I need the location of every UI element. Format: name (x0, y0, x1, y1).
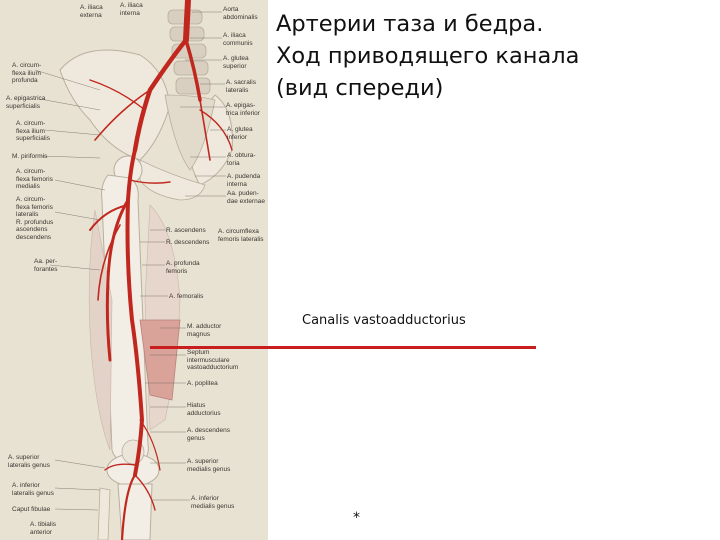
label-caput-fibulae: Caput fibulae (12, 506, 51, 513)
asterisk-marker: * (353, 510, 360, 526)
label-aa-pudendae-externae: Aa. puden- dae externae (227, 190, 265, 205)
label-a-profunda-femoris: A. profunda femoris (166, 260, 200, 275)
label-septum-intermusculare: Septum intermusculare vastoadductorium (187, 349, 239, 371)
label-a-iliaca-communis: A. iliaca communis (223, 32, 253, 47)
label-m-adductor-magnus: M. adductor magnus (187, 323, 222, 338)
label-a-circumflexa-femoris-lateralis-left: A. circum- flexa femoris lateralis R. profundus ascendens descendens (16, 196, 54, 241)
label-a-sacralis-lateralis: A. sacralis lateralis (226, 79, 256, 94)
label-a-pudenda-interna: A. pudenda interna (227, 173, 261, 188)
label-a-obturatoria: A. obtura- toria (227, 152, 256, 167)
label-a-circumflexa-femoris-medialis: A. circum- flexa femoris medialis (16, 168, 53, 190)
label-a-femoralis: A. femoralis (169, 293, 204, 300)
label-aorta-abdominalis: Aorta abdominalis (223, 6, 258, 21)
label-a-poplitea: A. poplitea (187, 380, 218, 387)
label-a-iliaca-interna: A. iliaca interna (120, 2, 143, 17)
label-a-descendens-genus: A. descendens genus (187, 427, 231, 442)
slide-title: Артерии таза и бедра. Ход приводящего канала (вид спереди) (276, 11, 580, 101)
pointer-line (150, 346, 536, 349)
label-a-superior-lateralis-genus: A. superior lateralis genus (8, 454, 50, 469)
label-a-tibialis-anterior: A. tibialis anterior (30, 521, 57, 536)
label-a-epigastrica-superficialis: A. epigastrica superficialis (6, 95, 46, 110)
label-a-inferior-lateralis-genus: A. inferior lateralis genus (12, 482, 54, 497)
canal-label: Canalis vastoadductorius (302, 313, 466, 328)
label-r-descendens: R. descendens (166, 239, 210, 246)
label-a-inferior-medialis-genus: A. inferior medialis genus (191, 495, 235, 510)
label-r-ascendens: R. ascendens (166, 227, 206, 234)
label-a-iliaca-externa: A. iliaca externa (80, 4, 103, 19)
label-a-circumflexa-ilium-superficialis: A. circum- flexa ilium superficialis (16, 120, 50, 142)
label-hiatus-adductorius: Hiatus adductorius (187, 402, 221, 417)
label-a-superior-medialis-genus: A. superior medialis genus (187, 458, 231, 473)
label-a-circumflexa-femoris-lateralis: A. circumflexa femoris lateralis (218, 228, 264, 243)
label-a-glutea-inferior: A. glutea inferior (227, 126, 253, 141)
label-a-glutea-superior: A. glutea superior (223, 55, 249, 70)
label-m-piriformis: M. piriformis (12, 153, 48, 160)
anatomy-illustration (0, 0, 268, 540)
label-aa-perforantes: Aa. per- forantes (34, 258, 58, 273)
label-a-circumflexa-ilium-profunda: A. circum- flexa ilium profunda (12, 62, 42, 84)
label-a-epigastrica-inferior: A. epigas- trica inferior (226, 102, 260, 117)
